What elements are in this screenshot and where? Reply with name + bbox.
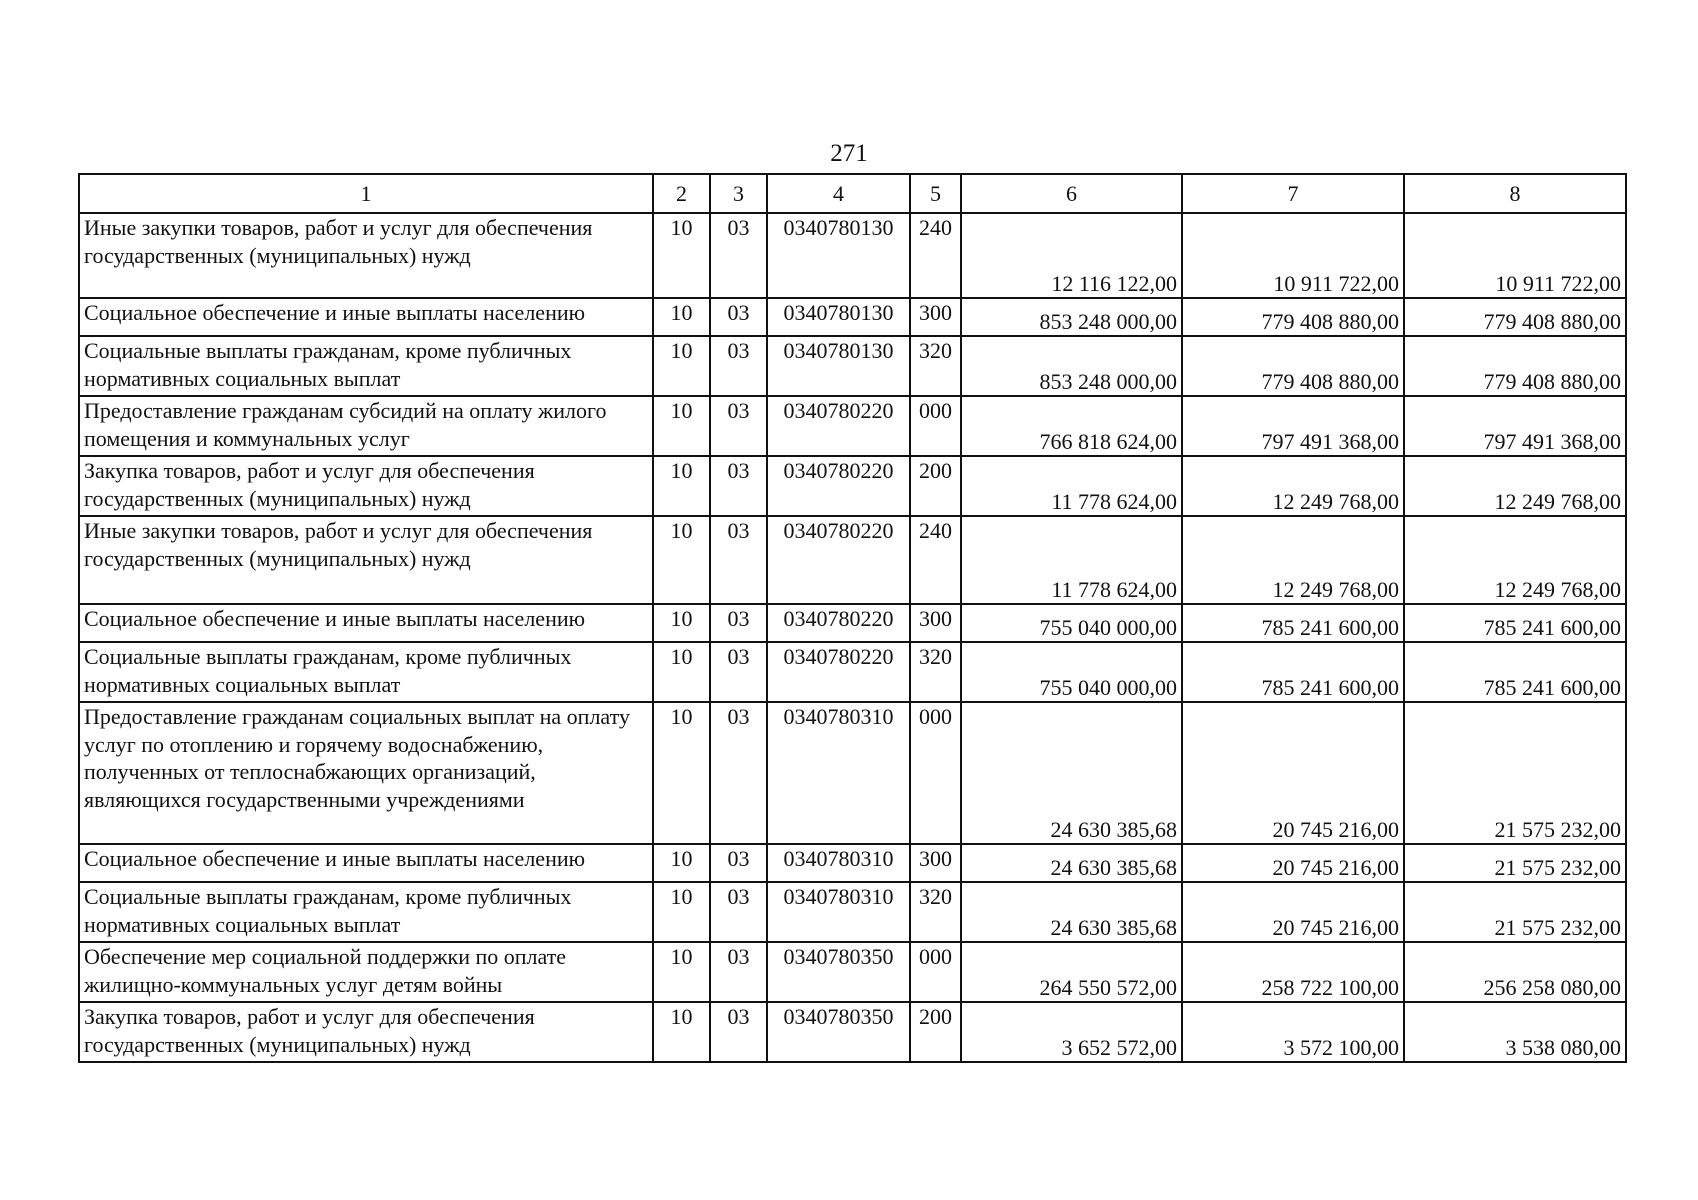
row-section-cell: 10 <box>653 604 710 642</box>
row-name-cell: Социальное обеспечение и иные выплаты населению <box>79 298 653 336</box>
row-section-cell: 10 <box>653 942 710 1002</box>
row-section-cell: 10 <box>653 456 710 516</box>
row-subsection-cell: 03 <box>710 1002 767 1062</box>
header-cell: 6 <box>961 174 1182 213</box>
row-amount-col7: 20 745 216,00 <box>1182 844 1404 882</box>
header-cell: 8 <box>1404 174 1626 213</box>
row-amount-col8: 21 575 232,00 <box>1404 844 1626 882</box>
row-amount-col8: 12 249 768,00 <box>1404 456 1626 516</box>
row-amount-col8: 256 258 080,00 <box>1404 942 1626 1002</box>
row-section-cell: 10 <box>653 882 710 942</box>
row-amount-col7: 3 572 100,00 <box>1182 1002 1404 1062</box>
row-target-code-cell: 0340780130 <box>767 298 910 336</box>
row-name-cell: Предоставление гражданам социальных выплат на оплату услуг по отоплению и горячему водоснабжению, полученных от теплоснабжающих организаций, являющихся государственными учреждениями <box>79 702 653 844</box>
row-expense-type-cell: 000 <box>910 396 961 456</box>
row-amount-col8: 797 491 368,00 <box>1404 396 1626 456</box>
row-subsection-cell: 03 <box>710 844 767 882</box>
table-row <box>79 516 1626 604</box>
row-amount-col8: 785 241 600,00 <box>1404 604 1626 642</box>
row-name-cell: Закупка товаров, работ и услуг для обеспечения государственных (муниципальных) нужд <box>79 456 653 516</box>
row-expense-type-cell: 300 <box>910 844 961 882</box>
row-target-code-cell: 0340780220 <box>767 396 910 456</box>
row-section-cell: 10 <box>653 336 710 396</box>
row-amount-col8: 21 575 232,00 <box>1404 702 1626 844</box>
row-subsection-cell: 03 <box>710 882 767 942</box>
row-target-code-cell: 0340780350 <box>767 1002 910 1062</box>
row-target-code-cell: 0340780350 <box>767 942 910 1002</box>
row-target-code-cell: 0340780130 <box>767 336 910 396</box>
row-amount-col7: 12 249 768,00 <box>1182 456 1404 516</box>
row-target-code-cell: 0340780220 <box>767 456 910 516</box>
row-amount-col7: 785 241 600,00 <box>1182 604 1404 642</box>
row-amount-col7: 20 745 216,00 <box>1182 702 1404 844</box>
row-amount-col7: 10 911 722,00 <box>1182 213 1404 298</box>
row-subsection-cell: 03 <box>710 456 767 516</box>
row-name-cell: Обеспечение мер социальной поддержки по оплате жилищно-коммунальных услуг детям войны <box>79 942 653 1002</box>
row-amount-col8: 12 249 768,00 <box>1404 516 1626 604</box>
row-amount-col6: 766 818 624,00 <box>961 396 1182 456</box>
table-row <box>79 456 1626 516</box>
row-target-code-cell: 0340780310 <box>767 882 910 942</box>
row-target-code-cell: 0340780310 <box>767 844 910 882</box>
row-expense-type-cell: 300 <box>910 604 961 642</box>
header-cell: 2 <box>653 174 710 213</box>
row-amount-col6: 24 630 385,68 <box>961 844 1182 882</box>
row-amount-col6: 264 550 572,00 <box>961 942 1182 1002</box>
table-row <box>79 604 1626 642</box>
header-cell: 5 <box>910 174 961 213</box>
row-amount-col7: 12 249 768,00 <box>1182 516 1404 604</box>
table-row <box>79 336 1626 396</box>
row-amount-col8: 21 575 232,00 <box>1404 882 1626 942</box>
row-section-cell: 10 <box>653 516 710 604</box>
row-name-cell: Социальные выплаты гражданам, кроме публичных нормативных социальных выплат <box>79 642 653 702</box>
row-expense-type-cell: 320 <box>910 336 961 396</box>
row-target-code-cell: 0340780310 <box>767 702 910 844</box>
row-target-code-cell: 0340780130 <box>767 213 910 298</box>
row-amount-col6: 755 040 000,00 <box>961 604 1182 642</box>
row-subsection-cell: 03 <box>710 336 767 396</box>
row-amount-col6: 11 778 624,00 <box>961 516 1182 604</box>
row-section-cell: 10 <box>653 642 710 702</box>
row-subsection-cell: 03 <box>710 604 767 642</box>
table-row <box>79 844 1626 882</box>
table-row <box>79 642 1626 702</box>
row-amount-col6: 853 248 000,00 <box>961 336 1182 396</box>
row-amount-col8: 785 241 600,00 <box>1404 642 1626 702</box>
row-amount-col7: 779 408 880,00 <box>1182 298 1404 336</box>
row-target-code-cell: 0340780220 <box>767 516 910 604</box>
header-row <box>79 174 1626 213</box>
row-expense-type-cell: 200 <box>910 456 961 516</box>
row-amount-col6: 3 652 572,00 <box>961 1002 1182 1062</box>
row-expense-type-cell: 300 <box>910 298 961 336</box>
row-subsection-cell: 03 <box>710 516 767 604</box>
row-subsection-cell: 03 <box>710 213 767 298</box>
row-name-cell: Предоставление гражданам субсидий на оплату жилого помещения и коммунальных услуг <box>79 396 653 456</box>
row-subsection-cell: 03 <box>710 642 767 702</box>
row-amount-col6: 11 778 624,00 <box>961 456 1182 516</box>
row-amount-col8: 779 408 880,00 <box>1404 336 1626 396</box>
row-amount-col8: 3 538 080,00 <box>1404 1002 1626 1062</box>
header-cell: 4 <box>767 174 910 213</box>
row-expense-type-cell: 000 <box>910 702 961 844</box>
row-section-cell: 10 <box>653 213 710 298</box>
row-expense-type-cell: 200 <box>910 1002 961 1062</box>
row-section-cell: 10 <box>653 1002 710 1062</box>
header-cell: 1 <box>79 174 653 213</box>
row-amount-col6: 755 040 000,00 <box>961 642 1182 702</box>
row-amount-col7: 258 722 100,00 <box>1182 942 1404 1002</box>
header-cell: 3 <box>710 174 767 213</box>
row-subsection-cell: 03 <box>710 702 767 844</box>
row-name-cell: Закупка товаров, работ и услуг для обеспечения государственных (муниципальных) нужд <box>79 1002 653 1062</box>
row-amount-col6: 24 630 385,68 <box>961 882 1182 942</box>
row-name-cell: Социальные выплаты гражданам, кроме публичных нормативных социальных выплат <box>79 882 653 942</box>
table-row <box>79 396 1626 456</box>
row-name-cell: Социальное обеспечение и иные выплаты населению <box>79 844 653 882</box>
row-name-cell: Социальные выплаты гражданам, кроме публичных нормативных социальных выплат <box>79 336 653 396</box>
table-row <box>79 298 1626 336</box>
table-row <box>79 213 1626 298</box>
row-subsection-cell: 03 <box>710 942 767 1002</box>
row-amount-col6: 12 116 122,00 <box>961 213 1182 298</box>
row-expense-type-cell: 240 <box>910 213 961 298</box>
row-expense-type-cell: 320 <box>910 882 961 942</box>
row-amount-col7: 20 745 216,00 <box>1182 882 1404 942</box>
row-section-cell: 10 <box>653 702 710 844</box>
row-amount-col7: 797 491 368,00 <box>1182 396 1404 456</box>
row-amount-col6: 853 248 000,00 <box>961 298 1182 336</box>
table-row <box>79 942 1626 1002</box>
row-section-cell: 10 <box>653 396 710 456</box>
row-subsection-cell: 03 <box>710 396 767 456</box>
row-name-cell: Иные закупки товаров, работ и услуг для обеспечения государственных (муниципальных) нужд <box>79 516 653 604</box>
page-number: 271 <box>830 140 868 167</box>
row-amount-col8: 779 408 880,00 <box>1404 298 1626 336</box>
budget-table <box>78 173 1627 1063</box>
row-expense-type-cell: 240 <box>910 516 961 604</box>
row-name-cell: Иные закупки товаров, работ и услуг для обеспечения государственных (муниципальных) нужд <box>79 213 653 298</box>
row-target-code-cell: 0340780220 <box>767 604 910 642</box>
table-row <box>79 882 1626 942</box>
row-name-cell: Социальное обеспечение и иные выплаты населению <box>79 604 653 642</box>
table-row <box>79 1002 1626 1062</box>
row-expense-type-cell: 000 <box>910 942 961 1002</box>
row-subsection-cell: 03 <box>710 298 767 336</box>
header-cell: 7 <box>1182 174 1404 213</box>
row-section-cell: 10 <box>653 298 710 336</box>
row-expense-type-cell: 320 <box>910 642 961 702</box>
row-amount-col7: 779 408 880,00 <box>1182 336 1404 396</box>
row-target-code-cell: 0340780220 <box>767 642 910 702</box>
row-amount-col6: 24 630 385,68 <box>961 702 1182 844</box>
row-section-cell: 10 <box>653 844 710 882</box>
row-amount-col8: 10 911 722,00 <box>1404 213 1626 298</box>
table-row <box>79 702 1626 844</box>
row-amount-col7: 785 241 600,00 <box>1182 642 1404 702</box>
